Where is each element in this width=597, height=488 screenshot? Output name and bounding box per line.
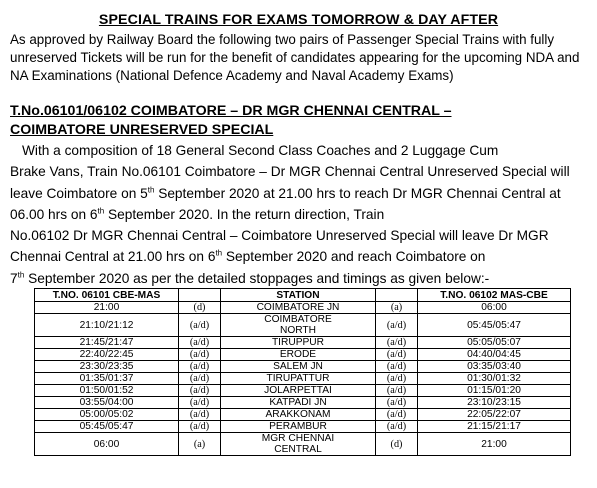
outbound-code-cell <box>179 373 221 385</box>
para-line: No.06102 Dr MGR Chennai Central – Coimbatore Unreserved Special will leave Dr MGR <box>10 228 549 244</box>
outbound-code-cell <box>179 314 221 337</box>
stop-code: (a/d) <box>386 397 407 408</box>
return-code-cell <box>376 361 418 373</box>
station-name: KATPADI JN <box>269 397 327 408</box>
stop-code: (a/d) <box>386 373 407 384</box>
outbound-code-cell <box>179 349 221 361</box>
return-time-cell: 05:45/05:47 <box>418 314 571 337</box>
station-cell <box>221 337 376 349</box>
ordinal-suffix: th <box>97 206 105 216</box>
station-name-line2: NORTH <box>279 325 317 336</box>
outbound-time-cell: 01:50/01:52 <box>35 385 179 397</box>
station-cell <box>221 421 376 433</box>
station-name: ERODE <box>279 349 317 360</box>
ordinal-suffix: th <box>147 185 155 195</box>
outbound-code-cell <box>179 433 221 456</box>
para-text: 06.00 hrs on 6 <box>10 206 98 222</box>
return-code-cell <box>376 302 418 314</box>
para-line <box>10 183 595 204</box>
para-line: With a composition of 18 General Second Class Coaches and 2 Luggage Cum <box>22 143 499 158</box>
station-cell <box>221 409 376 421</box>
return-time-cell: 01:30/01:32 <box>418 373 571 385</box>
return-time-cell: 21:00 <box>418 433 571 456</box>
return-code-cell <box>376 385 418 397</box>
outbound-code-cell <box>179 421 221 433</box>
outbound-time-cell: 06:00 <box>35 433 179 456</box>
return-code-cell <box>376 349 418 361</box>
table-row <box>35 409 571 421</box>
station-name: COIMBATORE <box>264 314 332 325</box>
stop-code: (d) <box>193 302 206 313</box>
stop-code: (a/d) <box>386 385 407 396</box>
station-name: JOLARPETTAI <box>264 385 332 396</box>
stop-code: (a/d) <box>386 421 407 432</box>
table-row <box>35 314 571 337</box>
station-cell <box>221 373 376 385</box>
para-text: Chennai Central at 21.00 hrs on 6 <box>10 249 216 265</box>
station-cell <box>221 433 376 456</box>
para-text: September 2020 at 21.00 hrs to reach Dr MGR Chennai Central at <box>154 185 561 201</box>
table-row <box>35 302 571 314</box>
outbound-code-cell <box>179 385 221 397</box>
stop-code: (a) <box>193 438 206 450</box>
return-time-cell: 04:40/04:45 <box>418 349 571 361</box>
outbound-time-cell: 21:10/21:12 <box>35 314 179 337</box>
return-code-cell <box>376 314 418 337</box>
stop-code: (a/d) <box>189 421 210 432</box>
outbound-time-cell: 21:45/21:47 <box>35 337 179 349</box>
return-code-cell <box>376 373 418 385</box>
para-line: Brake Vans, Train No.06101 Coimbatore – Dr MGR Chennai Central Unreserved Special will <box>10 164 570 180</box>
return-time-cell: 03:35/03:40 <box>418 361 571 373</box>
station-name: ARAKKONAM <box>265 409 331 420</box>
table-row <box>35 433 571 456</box>
table-row <box>35 385 571 397</box>
return-code-cell <box>376 421 418 433</box>
train-section-title <box>10 102 595 140</box>
para-text: September 2020. In the return direction, Train <box>104 206 385 222</box>
para-text: leave Coimbatore on 5 <box>10 185 148 201</box>
table-header-row <box>35 289 571 302</box>
stop-code: (a/d) <box>189 409 210 420</box>
station-name: TIRUPATTUR <box>266 373 330 384</box>
stop-code: (a/d) <box>386 349 407 360</box>
stop-code: (a/d) <box>189 361 210 372</box>
table-row <box>35 397 571 409</box>
para-line <box>10 268 595 289</box>
return-code-cell <box>376 409 418 421</box>
return-code-cell <box>376 433 418 456</box>
station-cell <box>221 385 376 397</box>
return-time-cell: 21:15/21:17 <box>418 421 571 433</box>
para-text: September 2020 and reach Coimbatore on <box>222 249 486 265</box>
outbound-time-cell: 03:55/04:00 <box>35 397 179 409</box>
stop-code: (a/d) <box>189 349 210 360</box>
stop-code: (a/d) <box>189 373 210 384</box>
outbound-time-cell: 01:35/01:37 <box>35 373 179 385</box>
outbound-code-cell <box>179 302 221 314</box>
ordinal-suffix: th <box>17 270 25 280</box>
column-header-return: T.NO. 06102 MAS-CBE <box>418 289 571 302</box>
stop-code: (a/d) <box>386 361 407 372</box>
notice-headline: SPECIAL TRAINS FOR EXAMS TOMORROW & DAY AFTER <box>98 12 499 28</box>
stop-code: (a) <box>390 302 403 313</box>
table-row <box>35 421 571 433</box>
stop-code: (a/d) <box>386 409 407 420</box>
column-header-station: STATION <box>221 289 376 302</box>
stop-code: (a/d) <box>189 385 210 396</box>
station-cell <box>221 397 376 409</box>
station-cell <box>221 349 376 361</box>
outbound-code-cell <box>179 397 221 409</box>
outbound-code-cell <box>179 337 221 349</box>
schedule-table <box>34 288 571 456</box>
para-line <box>10 246 595 267</box>
outbound-code-cell <box>179 361 221 373</box>
para-text: 7 <box>10 270 18 286</box>
table-row <box>35 361 571 373</box>
station-name: SALEM JN <box>273 361 323 372</box>
station-name: TIRUPPUR <box>271 337 325 348</box>
station-cell <box>221 302 376 314</box>
return-code-cell <box>376 337 418 349</box>
stop-code: (a/d) <box>189 337 210 348</box>
return-time-cell: 01:15/01:20 <box>418 385 571 397</box>
return-time-cell: 06:00 <box>418 302 571 314</box>
table-row <box>35 349 571 361</box>
stop-code: (a/d) <box>386 337 407 348</box>
stop-code: (d) <box>390 438 403 450</box>
return-time-cell: 22:05/22:07 <box>418 409 571 421</box>
column-header-code-return <box>376 289 418 302</box>
outbound-time-cell: 22:40/22:45 <box>35 349 179 361</box>
station-name: MGR CHENNAI <box>261 433 335 444</box>
station-name: PERAMBUR <box>269 421 327 432</box>
column-header-code-outbound <box>179 289 221 302</box>
station-cell <box>221 314 376 337</box>
table-row <box>35 337 571 349</box>
table-row <box>35 373 571 385</box>
stop-code: (a/d) <box>386 319 407 331</box>
return-time-cell: 23:10/23:15 <box>418 397 571 409</box>
train-details-paragraph <box>10 140 595 289</box>
stop-code: (a/d) <box>189 397 210 408</box>
station-cell <box>221 361 376 373</box>
outbound-code-cell <box>179 409 221 421</box>
station-name-line2: CENTRAL <box>274 444 322 455</box>
section-title-line: T.No.06101/06102 COIMBATORE – DR MGR CHENNAI CENTRAL – <box>10 103 452 119</box>
column-header-outbound: T.NO. 06101 CBE-MAS <box>35 289 179 302</box>
outbound-time-cell: 23:30/23:35 <box>35 361 179 373</box>
ordinal-suffix: th <box>215 248 223 258</box>
outbound-time-cell: 21:00 <box>35 302 179 314</box>
section-title-line: COIMBATORE UNRESERVED SPECIAL <box>10 122 274 138</box>
outbound-time-cell: 05:45/05:47 <box>35 421 179 433</box>
stop-code: (a/d) <box>189 319 210 331</box>
station-name: COIMBATORE JN <box>256 302 340 313</box>
return-time-cell: 05:05/05:07 <box>418 337 571 349</box>
intro-paragraph: As approved by Railway Board the following two pairs of Passenger Special Trains with fully unreserved Tickets will be run for the benefit of candidates appearing for the upcoming NDA and NA Examinations (National Defence Academy and Naval Academy Exams) <box>10 32 580 83</box>
outbound-time-cell: 05:00/05:02 <box>35 409 179 421</box>
para-text: September 2020 as per the detailed stoppages and timings as given below:- <box>24 270 490 286</box>
para-line <box>10 204 595 225</box>
return-code-cell <box>376 397 418 409</box>
